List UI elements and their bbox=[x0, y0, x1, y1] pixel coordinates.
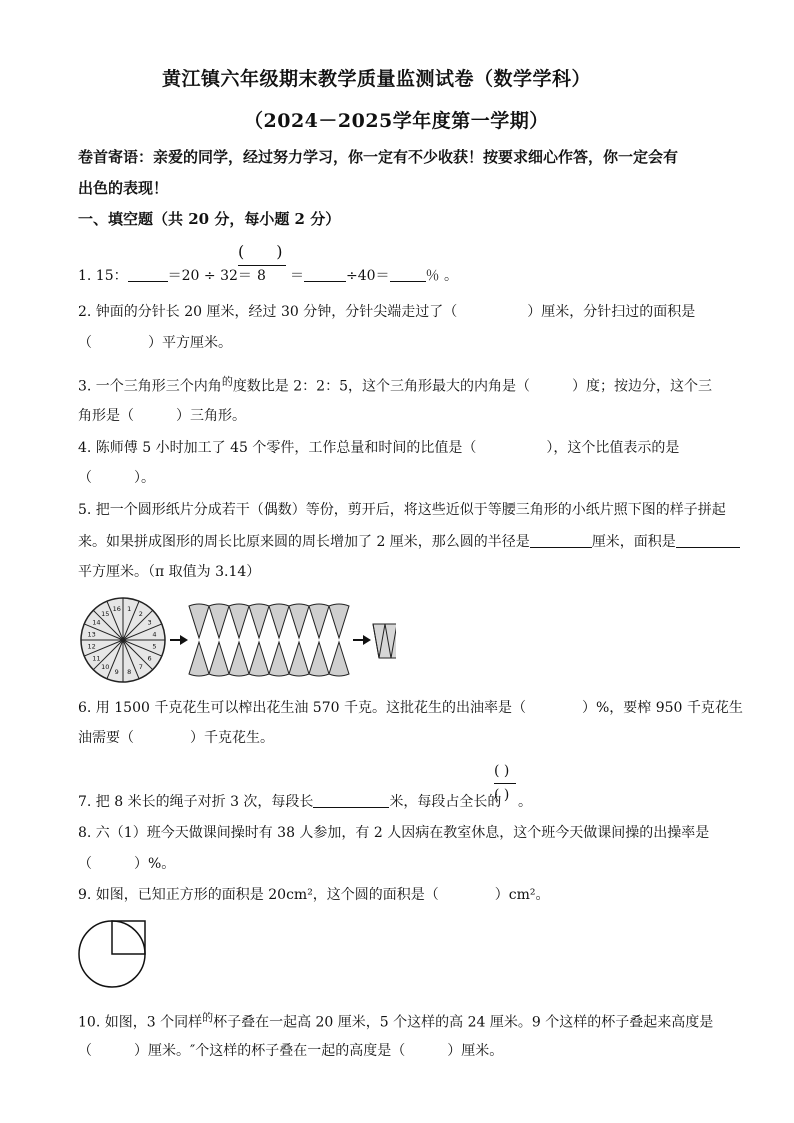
q4-line-1: 4. 陈师傅 5 小时加工了 45 个零件，工作总量和时间的比值是（ ），这个比值表示的是 bbox=[78, 440, 680, 456]
q7-blank-length[interactable] bbox=[313, 793, 389, 808]
q5-line-3: 平方厘米。（π 取值为 3.14） bbox=[78, 564, 261, 580]
split-triangle-top bbox=[309, 604, 329, 638]
split-triangle-top bbox=[289, 604, 309, 638]
q7-fraction-bar bbox=[494, 783, 516, 784]
sector-number: 4 bbox=[152, 630, 157, 639]
q5-blank-area[interactable] bbox=[676, 533, 740, 548]
q3-superscript-de: 的 bbox=[221, 375, 233, 388]
q7-text-b: 米，每段占全长的 bbox=[389, 794, 502, 810]
sector-number: 9 bbox=[114, 667, 119, 676]
q4-line-2: （ ）。 bbox=[78, 470, 155, 486]
split-triangle-bottom bbox=[209, 642, 229, 676]
sector-number: 11 bbox=[92, 654, 101, 663]
q5-line-2a: 来。如果拼成图形的周长比原来圆的周长增加了 2 厘米，那么圆的半径是 bbox=[78, 534, 530, 550]
split-triangle-bottom bbox=[229, 642, 249, 676]
split-triangle-top bbox=[249, 604, 269, 638]
split-triangle-bottom bbox=[269, 642, 289, 676]
sector-number: 13 bbox=[87, 630, 96, 639]
q1-fraction-numerator[interactable]: ( ) bbox=[238, 242, 283, 261]
q6-line-1: 6. 用 1500 千克花生可以榨出花生油 570 千克。这批花生的出油率是（ ）%，要榨 950 千克花生 bbox=[78, 700, 743, 716]
split-triangle-top bbox=[209, 604, 229, 638]
split-triangles bbox=[189, 604, 349, 676]
q7-text-a: 7. 把 8 米长的绳子对折 3 次，每段长 bbox=[78, 794, 314, 810]
split-triangle-bottom bbox=[249, 642, 269, 676]
q1-fraction-denominator: 8 bbox=[257, 268, 266, 284]
split-triangle-bottom bbox=[329, 642, 349, 676]
q8-line-1: 8. 六（1）班今天做课间操时有 38 人参加，有 2 人因病在教室休息，这个班今天做课间操的出操率是 bbox=[78, 825, 710, 841]
q10-line-2: （ ）厘米。″个这样的杯子叠在一起的高度是（ ）厘米。 bbox=[78, 1043, 504, 1059]
sector-number: 10 bbox=[101, 663, 110, 672]
q7-text-c: 。 bbox=[518, 794, 532, 810]
section-heading-fill-in: 一、填空题（共 20 分，每小题 2 分） bbox=[78, 210, 341, 228]
q10-line-1a: 10. 如图，3 个同样 bbox=[78, 1014, 203, 1031]
q1-blank-3[interactable] bbox=[390, 267, 426, 282]
arrow-head-1 bbox=[180, 635, 188, 645]
sector-number: 16 bbox=[112, 605, 121, 614]
q7-fraction-numerator[interactable]: ( ) bbox=[494, 763, 510, 779]
q3-line-1a: 3. 一个三角形三个内角 bbox=[78, 378, 222, 395]
q10-superscript-de: 的 bbox=[202, 1011, 214, 1024]
q1-text-a: 1. 15： bbox=[78, 268, 128, 284]
sector-number: 3 bbox=[147, 618, 152, 627]
q1-blank-1[interactable] bbox=[128, 267, 168, 282]
sector-number: 1 bbox=[127, 605, 132, 614]
sector-number: 8 bbox=[127, 667, 132, 676]
q2-line-2: （ ）平方厘米。 bbox=[78, 335, 232, 351]
exam-title: 黄江镇六年级期末教学质量监测试卷（数学学科） bbox=[162, 68, 592, 90]
split-triangle-top bbox=[269, 604, 289, 638]
sector-number: 15 bbox=[101, 609, 110, 618]
q1-text-c: ＝ bbox=[290, 268, 304, 284]
q5-line-1: 5. 把一个圆形纸片分成若干（偶数）等份，剪开后，将这些近似于等腰三角形的小纸片照下图的样子拼起 bbox=[78, 502, 726, 518]
sector-number: 7 bbox=[138, 663, 143, 672]
q3-line-1b: 度数比是 2：2：5，这个三角形最大的内角是（ ）度；按边分，这个三 bbox=[232, 378, 712, 395]
sector-number: 6 bbox=[147, 654, 152, 663]
sector-number: 2 bbox=[138, 609, 143, 618]
q10-line-1b: 杯子叠在一起高 20 厘米，5 个这样的高 24 厘米。9 个这样的杯子叠起来高度是 bbox=[213, 1014, 714, 1031]
split-triangle-top bbox=[329, 604, 349, 638]
q8-line-2: （ ）%。 bbox=[78, 856, 176, 872]
q2-line-1: 2. 钟面的分针长 20 厘米，经过 30 分钟，分针尖端走过了（ ）厘米，分针扫过的面积是 bbox=[78, 304, 696, 320]
q1-text-e: ％ 。 bbox=[425, 268, 458, 284]
q5-blank-radius[interactable] bbox=[530, 533, 592, 548]
sector-number: 5 bbox=[152, 642, 157, 651]
q7-fraction-denominator[interactable]: ( ) bbox=[494, 787, 510, 803]
foreword-line-1: 卷首寄语：亲爱的同学，经过努力学习，你一定有不少收获！按要求细心作答，你一定会有 bbox=[78, 148, 679, 166]
q9-circle-square-figure bbox=[76, 916, 156, 996]
q1-text-d: ÷40＝ bbox=[346, 268, 390, 284]
q9-text: 9. 如图，已知正方形的面积是 20cm²，这个圆的面积是（ ）cm²。 bbox=[78, 887, 550, 903]
foreword-line-2: 出色的表现！ bbox=[78, 179, 169, 197]
q6-line-2: 油需要（ ）千克花生。 bbox=[78, 730, 274, 746]
sector-circle bbox=[81, 598, 165, 682]
split-triangle-bottom bbox=[309, 642, 329, 676]
parallelogram-arrangement bbox=[373, 624, 396, 658]
sector-number: 12 bbox=[87, 642, 96, 651]
exam-subtitle: （2024－2025学年度第一学期） bbox=[244, 110, 549, 132]
split-triangle-bottom bbox=[289, 642, 309, 676]
arrow-head-2 bbox=[363, 635, 371, 645]
q1-blank-2[interactable] bbox=[304, 267, 346, 282]
split-triangle-top bbox=[229, 604, 249, 638]
q5-circle-cutting-figure bbox=[76, 596, 396, 686]
q1-text-b: ＝20 ÷ 32＝ bbox=[167, 268, 252, 284]
split-triangle-bottom bbox=[189, 642, 209, 676]
sector-number: 14 bbox=[92, 618, 101, 627]
split-triangle-top bbox=[189, 604, 209, 638]
q3-line-2: 角形是（ ）三角形。 bbox=[78, 408, 246, 424]
q5-line-2b: 厘米，面积是 bbox=[591, 534, 676, 550]
